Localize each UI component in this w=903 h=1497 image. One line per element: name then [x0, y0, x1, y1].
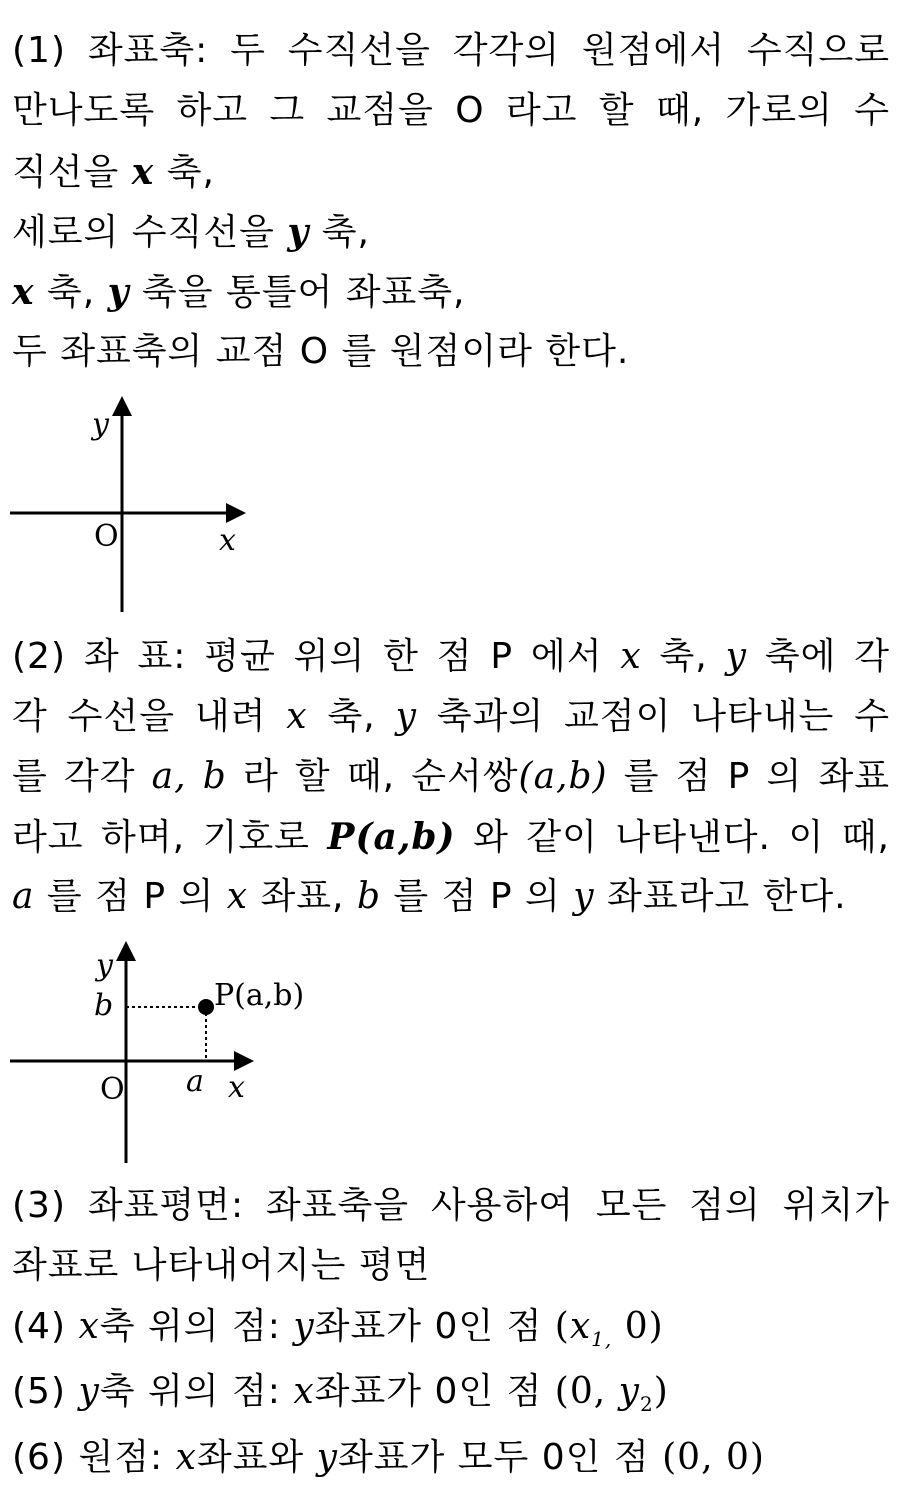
s2-line5: a 를 점 P 의 x 좌표, b 를 점 P 의 y 좌표라고 한다.: [12, 876, 847, 917]
s2-line1: (2) 좌 표: 평균 위의 한 점 P 에서 x 축, y 축에 각: [12, 636, 891, 677]
y-axis-arrow: [116, 941, 136, 961]
s3-line2: 좌표로 나타내어지는 평면: [12, 1245, 431, 1286]
x-axis-label: x: [219, 523, 236, 558]
s2-line2: 각 수선을 내려 x 축, y 축과의 교점이 나타내는 수: [12, 696, 890, 737]
s1-line2: 만나도록 하고 그 교점을 O 라고 할 때, 가로의 수: [12, 90, 890, 131]
x-axis-arrow: [226, 503, 246, 523]
s1-line3: 직선을 x 축,: [12, 151, 215, 193]
s3-line1: (3) 좌표평면: 좌표축을 사용하여 모든 점의 위치가: [12, 1185, 890, 1226]
x-axis-arrow: [234, 1051, 254, 1071]
origin-label: O: [100, 1072, 125, 1107]
y-axis-label: y: [92, 407, 109, 442]
y-axis-arrow: [112, 396, 132, 416]
x-axis-label: x: [228, 1070, 245, 1105]
s1-line1: (1) 좌표축: 두 수직선을 각각의 원점에서 수직으로: [12, 30, 890, 71]
s4-line: (4) x축 위의 점: y좌표가 0인 점 ($x_{1,}$ 0): [12, 1306, 664, 1352]
y-axis-label: y: [96, 948, 113, 983]
b-label: b: [94, 988, 114, 1023]
s6-line: (6) 원점: x좌표와 y좌표가 모두 0인 점 (0, 0): [12, 1437, 765, 1478]
s2-line3: 를 각각 a, b 라 할 때, 순서쌍(a,b) 를 점 P 의 좌표: [12, 756, 890, 797]
point-coordinates-diagram: [0, 935, 330, 1170]
s1-line6: 두 좌표축의 교점 O 를 원점이라 한다.: [12, 331, 630, 372]
axes-diagram: [0, 390, 260, 620]
s1-line4: 세로의 수직선을 y 축,: [12, 211, 370, 253]
point-p-label: P(a,b): [214, 978, 305, 1013]
s1-line5: x 축, y 축을 통틀어 좌표축,: [12, 271, 466, 313]
a-label: a: [186, 1064, 204, 1099]
point-p: [198, 999, 214, 1015]
s2-line4: 라고 하며, 기호로 P(a,b) 와 같이 나타낸다. 이 때,: [12, 816, 890, 858]
origin-label: O: [94, 519, 119, 554]
s5-line: (5) y축 위의 점: x좌표가 0인 점 (0, $y_2$): [12, 1371, 669, 1417]
